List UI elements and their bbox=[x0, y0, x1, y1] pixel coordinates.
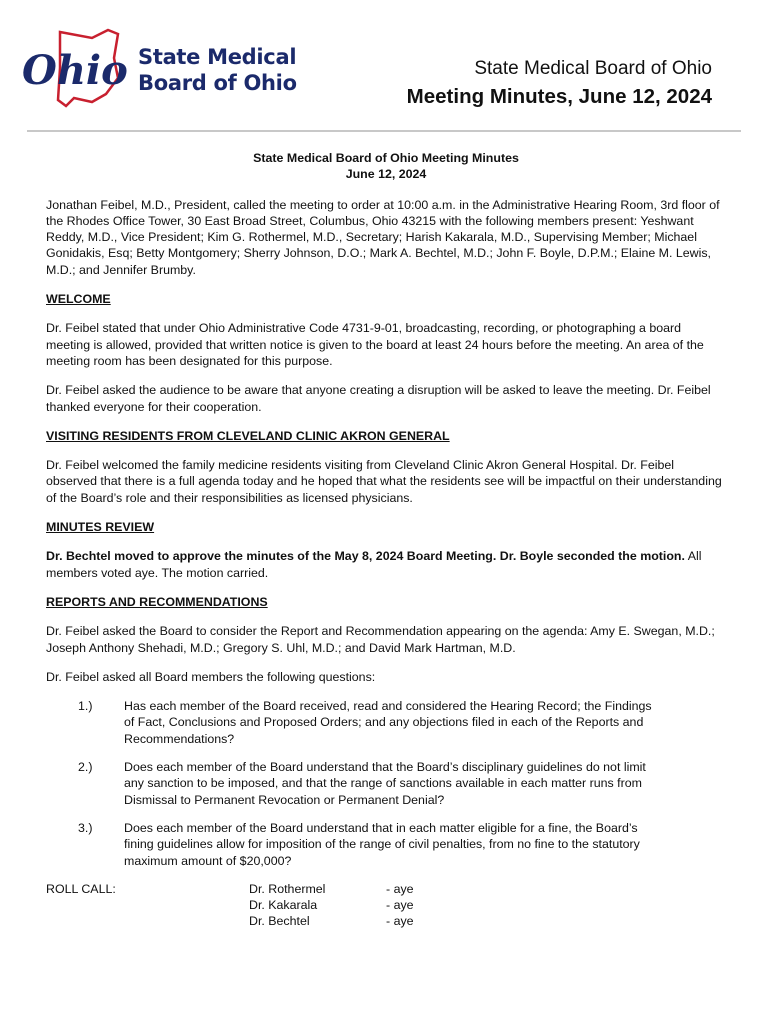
section-title-visiting-residents: VISITING RESIDENTS FROM CLEVELAND CLINIC AKRON GENERAL bbox=[46, 428, 450, 443]
minutes-vote-text: All members voted aye. The motion carried. bbox=[46, 549, 702, 580]
question-number: 3.) bbox=[78, 820, 93, 835]
minutes-paragraph bbox=[46, 548, 726, 581]
board-questions-list bbox=[46, 698, 726, 869]
welcome-paragraph-2: Dr. Feibel asked the audience to be aware that anyone creating a disruption will be asked to leave the meeting. Dr. Feibel thanked everyone for their cooperation. bbox=[46, 383, 711, 414]
roll-call-label: ROLL CALL: bbox=[46, 881, 116, 896]
header-org-name: State Medical Board of Ohio bbox=[474, 58, 712, 79]
page-title: Meeting Minutes, June 12, 2024 bbox=[406, 85, 712, 108]
document-heading bbox=[46, 150, 726, 183]
list-item bbox=[46, 698, 664, 747]
roll-call-vote: - aye bbox=[386, 881, 414, 896]
minutes-body bbox=[46, 150, 726, 933]
visiting-paragraph: Dr. Feibel welcomed the family medicine residents visiting from Cleveland Clinic Akron General Hospital. Dr. Feibel observed that there is a full agenda today and he hoped that what the residents see will be impactful on their understanding of the Board’s role and their responsibilities as licensed physicians. bbox=[46, 458, 722, 505]
ohio-script-wordmark: Ohio bbox=[22, 47, 128, 94]
document-heading-title: State Medical Board of Ohio Meeting Minutes bbox=[253, 151, 519, 165]
section-title-minutes-review: MINUTES REVIEW bbox=[46, 520, 155, 535]
roll-call-vote: - aye bbox=[386, 914, 414, 929]
section-title-reports: REPORTS AND RECOMMENDATIONS bbox=[46, 594, 268, 609]
logo-line-2: Board of Ohio bbox=[138, 71, 297, 95]
roll-call-names bbox=[249, 881, 325, 930]
roll-call-name: Dr. Kakarala bbox=[249, 898, 318, 913]
list-item bbox=[46, 820, 664, 869]
list-item bbox=[46, 759, 664, 808]
logo-line-1: State Medical bbox=[138, 45, 297, 69]
minutes-motion-text: Dr. Bechtel moved to approve the minutes of the May 8, 2024 Board Meeting. Dr. Boyle seconded the motion. bbox=[46, 549, 685, 564]
roll-call-name: Dr. Rothermel bbox=[249, 881, 326, 896]
question-text: Does each member of the Board understand that in each matter eligible for a fine, the Board’s fining guidelines allow for imposition of the range of civil penalties, from no fine to the statutory maximum amount of $20,000? bbox=[124, 820, 640, 868]
document-heading-date: June 12, 2024 bbox=[345, 167, 427, 182]
ohio-state-outline-icon bbox=[22, 28, 134, 110]
welcome-paragraph-1: Dr. Feibel stated that under Ohio Administrative Code 4731-9-01, broadcasting, recording, or photographing a board meeting is allowed, provided that written notice is given to the board at least 24 hours before the meeting. An area of the meeting room has been designated for this purpose. bbox=[46, 321, 704, 368]
roll-call-votes bbox=[386, 881, 414, 930]
roll-call-name: Dr. Bechtel bbox=[249, 914, 310, 929]
question-number: 1.) bbox=[78, 699, 93, 714]
question-text: Does each member of the Board understand that the Board’s disciplinary guidelines do not limit any sanction to be imposed, and that the range of sanctions available in each matter runs from Dismissal to Permanent Revocation or Permanent Denial? bbox=[124, 760, 646, 807]
page-header bbox=[407, 58, 712, 111]
question-text: Has each member of the Board received, read and considered the Hearing Record; the Findings of Fact, Conclusions and Proposed Orders; and any objections filed in each of the Reports and Recommendations? bbox=[124, 699, 652, 746]
roll-call-vote: - aye bbox=[386, 898, 414, 913]
intro-paragraph: Jonathan Feibel, M.D., President, called the meeting to order at 10:00 a.m. in the Administrative Hearing Room, 3rd floor of the Rhodes Office Tower, 30 East Broad Street, Columbus, Ohio 43215 with the following members present: Yeshwant Reddy, M.D., Vice President; Kim G. Rothermel, M.D., Secretary; Harish Kakarala, M.D., Supervising Member; Michael Gonidakis, Esq; Betty Montgomery; Sherry Johnson, D.O.; Mark A. Bechtel, M.D.; John F. Boyle, D.P.M.; Elaine M. Lewis, M.D.; and Jennifer Brumby. bbox=[46, 197, 720, 277]
state-medical-board-logo bbox=[22, 28, 312, 110]
logo-wordmark bbox=[138, 44, 297, 96]
reports-paragraph-2: Dr. Feibel asked all Board members the following questions: bbox=[46, 669, 376, 684]
roll-call bbox=[46, 881, 726, 933]
question-number: 2.) bbox=[78, 760, 93, 775]
section-title-welcome: WELCOME bbox=[46, 292, 111, 307]
reports-paragraph-1: Dr. Feibel asked the Board to consider the Report and Recommendation appearing on the agenda: Amy E. Swegan, M.D.; Joseph Anthony Shehadi, M.D.; Gregory S. Uhl, M.D.; and David Mark Hartman, M.D. bbox=[46, 624, 715, 655]
header-divider bbox=[27, 130, 741, 132]
